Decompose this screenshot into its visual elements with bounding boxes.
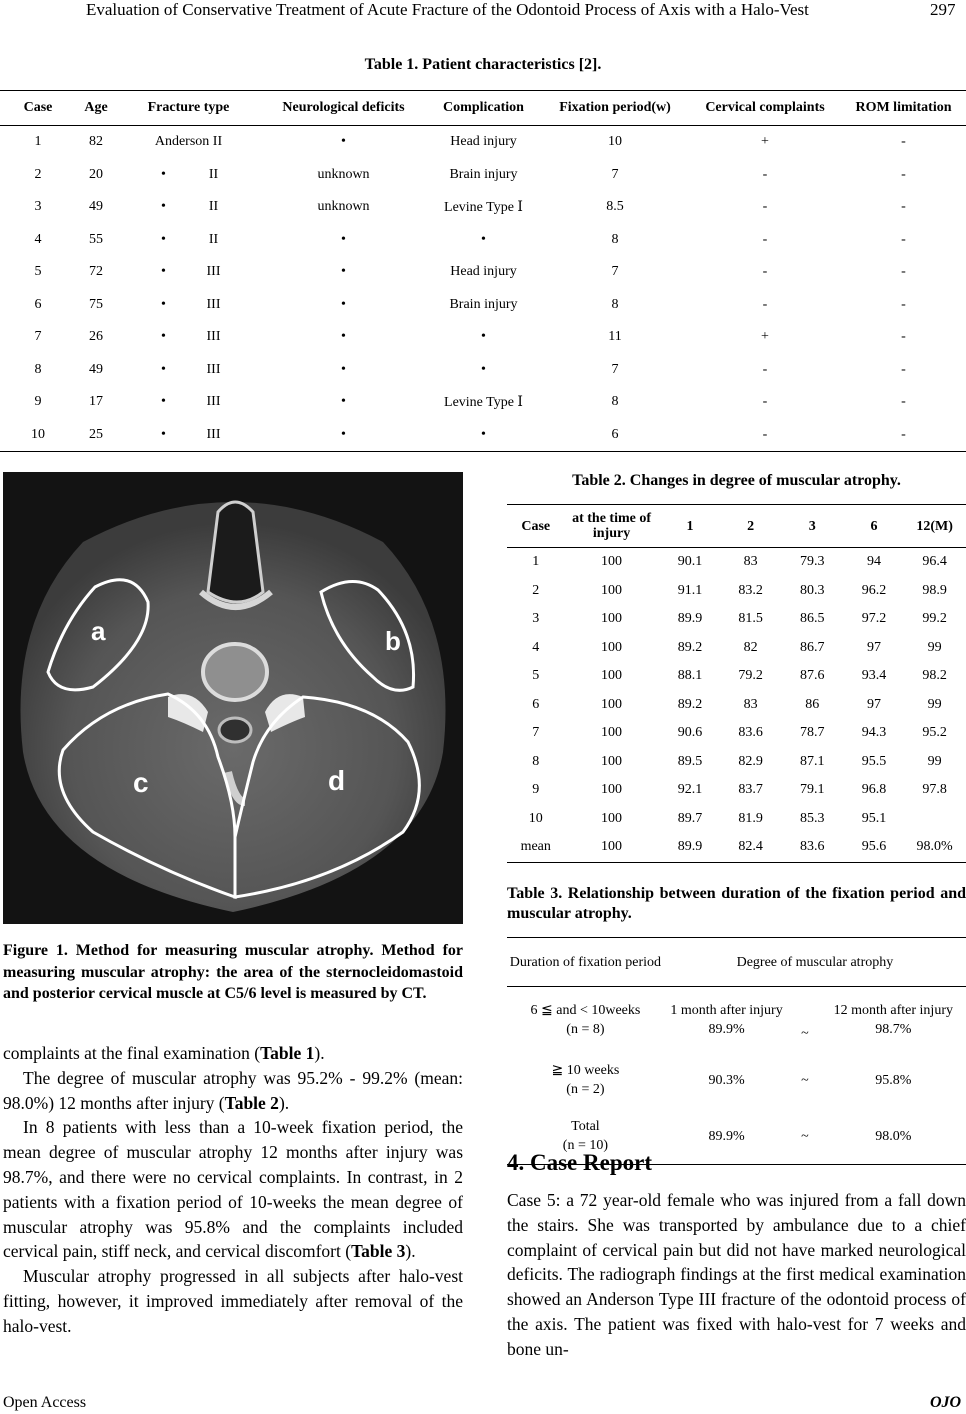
table-cell: -	[762, 264, 768, 280]
table-cell	[116, 191, 261, 224]
table-row	[507, 1052, 966, 1108]
table-cell: 80.3	[800, 582, 825, 598]
table-cell: 17	[89, 394, 103, 410]
table-cell: 49	[89, 199, 103, 215]
table-row	[0, 159, 966, 192]
table-cell: -	[762, 231, 768, 247]
table2-header-row	[507, 505, 966, 548]
value: 89.9%	[708, 1021, 745, 1037]
text-span: ).	[278, 1092, 290, 1113]
table-row	[0, 256, 966, 289]
table-cell: -	[762, 199, 768, 215]
table2-col-header: Case	[507, 505, 565, 548]
table-row	[507, 662, 966, 691]
table-cell: 86	[805, 696, 820, 712]
fracture-grade: II	[208, 166, 219, 182]
section-text: Case 5: a 72 year-old female who was injured from a fall down the stairs. She was transported by ambulance due to a chief complaint of cervical pain but did not have marked neurological deficits. The radiograph findings at the first medical examination showed an Anderson Type III fracture of the odontoid process of the axis. The patient was fixed with halo-vest for 7 weeks and bone un-	[507, 1190, 966, 1359]
table-cell: 93.4	[861, 668, 887, 684]
table-cell: 79.2	[738, 668, 763, 684]
table-row	[0, 289, 966, 322]
table-cell: 100	[565, 833, 659, 862]
table-cell: -	[901, 394, 906, 410]
table-cell: 3	[34, 199, 42, 215]
time-label: 12 month after injury	[833, 1002, 953, 1018]
table-cell: 6	[541, 419, 689, 452]
running-title: Evaluation of Conservative Treatment of Acute Fracture of the Odontoid Process of Axis with a Halo-Vest	[86, 0, 809, 19]
table-cell	[116, 386, 261, 419]
bullet: •	[161, 394, 166, 410]
table1-caption: Table 1. Patient characteristics [2].	[364, 56, 602, 73]
fracture-grade: III	[206, 296, 221, 312]
table-row	[0, 419, 966, 452]
table-cell: Levine Type Ⅰ	[444, 394, 523, 410]
table-row	[507, 634, 966, 663]
table-cell	[664, 987, 789, 1053]
duration-label: Total	[571, 1119, 600, 1134]
table-cell: 6	[532, 696, 540, 712]
muscle-label-d: d	[328, 765, 346, 796]
table2-col-header: at the time of injury	[565, 505, 659, 548]
table-row	[0, 386, 966, 419]
table-cell	[116, 354, 261, 387]
table-cell: 75	[89, 296, 103, 312]
table1-col-header: Neurological deficits	[261, 91, 426, 126]
table-cell	[507, 987, 664, 1053]
footer-journal: OJO	[930, 1394, 962, 1411]
table-cell: 83	[743, 696, 758, 712]
table-cell	[116, 289, 261, 322]
bullet: •	[161, 329, 166, 345]
table-cell: -	[762, 394, 768, 410]
bullet: •	[161, 231, 166, 247]
table-ref: Table 2	[224, 1092, 279, 1113]
table-cell: -	[762, 361, 768, 377]
table-cell: 97	[866, 696, 881, 712]
ct-scan-drawing	[3, 472, 463, 924]
text-span: ).	[405, 1241, 416, 1262]
table-cell: 49	[89, 361, 103, 377]
fracture-grade: III	[206, 426, 221, 442]
table-cell	[116, 321, 261, 354]
table-cell: 4	[34, 231, 42, 247]
page-number: 297	[930, 0, 956, 19]
table-cell	[116, 224, 261, 257]
table1-header-row	[0, 91, 966, 126]
table-cell: 5	[532, 668, 540, 684]
table-cell: ~	[789, 1108, 820, 1165]
table-cell: -	[901, 361, 906, 377]
table1-col-header: ROM limitation	[841, 91, 966, 126]
bullet: •	[161, 199, 166, 215]
table-row	[507, 719, 966, 748]
table2-col-header: 2	[721, 505, 780, 548]
table-cell: 4	[532, 639, 540, 655]
table-cell: 82	[89, 134, 103, 150]
table-cell: 97.8	[922, 782, 947, 798]
table3-col-header: Duration of fixation period	[507, 938, 664, 987]
table-cell: 99	[927, 696, 942, 712]
table-cell: 83	[743, 554, 758, 570]
table-row	[0, 321, 966, 354]
muscle-label-a: a	[91, 616, 106, 646]
table-cell: 7	[532, 725, 540, 741]
table-cell: 100	[601, 782, 623, 798]
bullet: •	[161, 426, 166, 442]
table-row	[507, 748, 966, 777]
table-row	[0, 126, 966, 159]
value: 98.7%	[875, 1021, 912, 1037]
table-cell: +	[761, 329, 769, 345]
footer-open-access: Open Access	[3, 1394, 87, 1411]
table-cell: 72	[89, 264, 103, 280]
table-cell: 100	[601, 810, 623, 826]
table-cell: ~	[801, 1072, 809, 1088]
table-cell: -	[901, 134, 906, 150]
table-row	[507, 548, 966, 577]
table-cell: 7	[611, 264, 619, 280]
table-cell: 2	[34, 166, 42, 182]
table-cell: 81.5	[738, 611, 763, 627]
table-cell: 100	[601, 725, 623, 741]
table-row	[0, 191, 966, 224]
table-cell: 87.1	[800, 753, 825, 769]
paragraph	[3, 1115, 463, 1264]
table2	[507, 504, 966, 863]
table-cell: 1	[34, 134, 42, 150]
paragraph: Muscular atrophy progressed in all subjects after halo-vest fitting, however, it improved immediately after removal of the halo-vest.	[3, 1266, 463, 1336]
table-cell: 95.6	[845, 833, 904, 862]
table-cell: -	[901, 199, 906, 215]
table-cell: 90.6	[677, 725, 703, 741]
table-cell: 91.1	[677, 582, 703, 598]
table-cell: 8	[611, 231, 619, 247]
table-cell: 7	[611, 361, 619, 377]
table1-col-header: Age	[76, 91, 116, 126]
table-cell: -	[762, 296, 768, 312]
table-cell: •	[261, 419, 426, 452]
table1-col-header: Case	[0, 91, 76, 126]
n-label: (n = 8)	[566, 1021, 605, 1037]
table-cell: 89.2	[677, 639, 703, 655]
table-cell: 89.9%	[664, 1108, 789, 1165]
table-cell: 25	[76, 419, 116, 452]
table-cell: •	[341, 134, 346, 150]
duration-label: 6 ≦ and < 10weeks	[530, 1002, 641, 1018]
table-cell: 100	[601, 696, 623, 712]
table-cell: 100	[601, 753, 623, 769]
table-cell: 100	[601, 611, 623, 627]
table-cell: 95.1	[861, 810, 887, 826]
table-cell: 5	[34, 264, 42, 280]
table-cell: •	[481, 329, 486, 345]
table-cell: 88.1	[677, 668, 703, 684]
time-label: 1 month after injury	[670, 1002, 783, 1018]
bullet: •	[161, 296, 166, 312]
table-cell: 87.6	[800, 668, 825, 684]
table-cell: 2	[532, 582, 540, 598]
table-cell	[116, 159, 261, 192]
paragraph	[3, 1041, 463, 1066]
table-cell: 55	[89, 231, 103, 247]
table-cell: •	[481, 361, 486, 377]
table-cell: 90.1	[677, 554, 703, 570]
table-row	[507, 805, 966, 834]
table2-col-header: 1	[659, 505, 722, 548]
table3	[507, 937, 966, 1165]
bullet: •	[161, 166, 166, 182]
table-cell: 78.7	[800, 725, 825, 741]
table-cell	[116, 256, 261, 289]
table-cell: Anderson II	[154, 134, 223, 150]
table-ref: Table 3	[351, 1241, 406, 1262]
table-cell: 89.7	[677, 810, 703, 826]
table-cell: 20	[89, 166, 103, 182]
table-cell: 3	[532, 611, 540, 627]
table-cell	[821, 987, 966, 1053]
table-cell: •	[341, 264, 346, 280]
table-row	[507, 691, 966, 720]
fracture-grade: II	[208, 199, 219, 215]
table-cell: -	[901, 166, 906, 182]
table-cell: 7	[611, 166, 619, 182]
fracture-grade: III	[206, 361, 221, 377]
table-cell: •	[426, 419, 541, 452]
table-cell: 83.6	[738, 725, 763, 741]
table2-col-header: 12(M)	[903, 505, 966, 548]
table2-col-header: 3	[780, 505, 845, 548]
table-cell: 95.2	[922, 725, 947, 741]
table-cell: 94.3	[861, 725, 887, 741]
table-cell: Head injury	[450, 264, 517, 280]
table-cell: 89.2	[677, 696, 703, 712]
table-cell: 98.0%	[903, 833, 966, 862]
table-cell: 81.9	[738, 810, 763, 826]
table-cell: unknown	[317, 199, 370, 215]
table-cell: 99	[927, 639, 942, 655]
table-cell: 98.0%	[821, 1108, 966, 1165]
table-cell: 100	[601, 639, 623, 655]
table-cell: ~	[801, 1026, 809, 1041]
table-row	[0, 224, 966, 257]
table-cell	[903, 805, 966, 834]
muscle-label-c: c	[133, 767, 149, 798]
n-label: (n = 2)	[566, 1082, 605, 1097]
table-cell: 82	[743, 639, 758, 655]
table-cell: -	[841, 419, 966, 452]
table-cell: 98.9	[922, 582, 947, 598]
table-cell: Head injury	[450, 134, 517, 150]
table-cell: 1	[532, 554, 540, 570]
table-cell: 8	[532, 753, 540, 769]
table-cell: 97.2	[861, 611, 887, 627]
table-row	[507, 987, 966, 1053]
table-cell: 86.5	[800, 611, 825, 627]
section-heading: 4. Case Report	[507, 1150, 652, 1175]
table-cell: Brain injury	[449, 296, 518, 312]
fracture-grade: III	[206, 329, 221, 345]
table-cell: 92.1	[677, 782, 703, 798]
table-cell: 94	[866, 554, 881, 570]
table-cell: 99.2	[922, 611, 947, 627]
table-cell: 8.5	[606, 199, 624, 215]
table-cell: 99	[927, 753, 942, 769]
table-cell: +	[761, 134, 769, 150]
table-ref: Table 1	[260, 1043, 315, 1063]
table-cell: 9	[34, 394, 42, 410]
fracture-grade: III	[206, 394, 221, 410]
table1-col-header: Cervical complaints	[689, 91, 841, 126]
table-cell: 83.2	[738, 582, 763, 598]
table-cell: •	[341, 296, 346, 312]
table-cell: 8	[611, 296, 619, 312]
table-cell: 90.3%	[708, 1072, 745, 1088]
table-cell: mean	[507, 833, 565, 862]
table-cell: Levine Type Ⅰ	[444, 199, 523, 215]
table-row	[507, 577, 966, 606]
text-span: ).	[314, 1043, 325, 1063]
table-cell: 96.8	[861, 782, 887, 798]
table-cell: 100	[601, 554, 623, 570]
table3-caption: Table 3. Relationship between duration of the fixation period and muscular atrophy.	[507, 885, 966, 922]
table-cell: 82.4	[721, 833, 780, 862]
table-cell: 100	[601, 582, 623, 598]
table-cell: 85.3	[800, 810, 825, 826]
table-cell	[507, 1052, 664, 1108]
table-cell: 83.7	[738, 782, 763, 798]
table-cell: •	[341, 231, 346, 247]
table1-col-header: Fixation period(w)	[541, 91, 689, 126]
duration-label: ≧ 10 weeks	[551, 1063, 620, 1078]
table1-col-header: Fracture type	[116, 91, 261, 126]
table-cell: 100	[601, 668, 623, 684]
text-span: complaints at the final examination (	[3, 1043, 261, 1063]
table-cell: -	[901, 264, 906, 280]
table2-col-header: 6	[845, 505, 904, 548]
table-cell: -	[901, 296, 906, 312]
table3-col-header: Degree of muscular atrophy	[664, 938, 966, 987]
table-cell: 6	[34, 296, 42, 312]
table1	[0, 90, 966, 452]
table-cell: 95.5	[861, 753, 887, 769]
table3-header-row	[507, 938, 966, 987]
table-row	[507, 833, 966, 862]
table-cell: 82.9	[738, 753, 763, 769]
table-cell: -	[901, 231, 906, 247]
table-row	[507, 776, 966, 805]
fracture-grade: III	[206, 264, 221, 280]
table-cell: •	[341, 329, 346, 345]
table-row	[507, 605, 966, 634]
table-cell: 96.2	[861, 582, 887, 598]
table1-col-header: Complication	[426, 91, 541, 126]
table-cell: 96.4	[922, 554, 947, 570]
running-header	[0, 0, 966, 30]
table-cell: 86.7	[800, 639, 825, 655]
table-cell: 95.8%	[875, 1072, 912, 1088]
table-cell: 79.3	[800, 554, 825, 570]
text-span: In 8 patients with less than a 10-week fixation period, the mean degree of muscular atrophy 12 months after injury was 98.7%, and there were no cervical complaints. In contrast, in 2 patients with a fixation period of 10-weeks the mean degree of muscular atrophy was 95.8% and the complaints included cervical pain, stiff neck, and cervical discomfort (	[3, 1117, 463, 1262]
table-cell: Brain injury	[449, 166, 518, 182]
paragraph	[3, 1066, 463, 1116]
fracture-grade: II	[208, 231, 219, 247]
table-cell	[116, 419, 261, 452]
table-cell: 8	[611, 394, 619, 410]
bullet: •	[161, 264, 166, 280]
table-cell: -	[762, 166, 768, 182]
table-cell: •	[341, 394, 346, 410]
table-cell: 7	[34, 329, 42, 345]
left-column-text	[3, 1041, 463, 1339]
table-cell: •	[481, 231, 486, 247]
table-cell: 89.9	[659, 833, 722, 862]
table-cell: 10	[608, 134, 622, 150]
table-cell: 97	[866, 639, 881, 655]
table-cell: -	[901, 329, 906, 345]
figure1-caption: Figure 1. Method for measuring muscular atrophy. Method for measuring muscular atrophy: the area of the sternocleidomastoid and posterior cervical muscle at C5/6 level is measured by CT.	[3, 942, 463, 1002]
table-cell: 10	[528, 810, 543, 826]
table-cell: 8	[34, 361, 42, 377]
table-row	[0, 354, 966, 387]
table-cell: 9	[532, 782, 540, 798]
table-cell: unknown	[317, 166, 370, 182]
muscle-label-b: b	[385, 626, 401, 656]
table-cell: 79.1	[800, 782, 825, 798]
table-cell: 11	[608, 329, 622, 345]
table-cell: 89.9	[677, 611, 703, 627]
bullet: •	[161, 361, 166, 377]
ct-scan-image	[3, 472, 463, 924]
text-span: The degree of muscular atrophy was 95.2% - 99.2% (mean: 98.0%) 12 months after injury (	[3, 1067, 463, 1113]
table-cell: -	[689, 419, 841, 452]
table-cell: 98.2	[922, 668, 947, 684]
n-label: (n = 10)	[562, 1138, 609, 1153]
table-cell: •	[341, 361, 346, 377]
table-cell: 83.6	[780, 833, 845, 862]
table2-caption: Table 2. Changes in degree of muscular atrophy.	[572, 472, 901, 489]
table-cell: 26	[89, 329, 103, 345]
table-cell: 89.5	[677, 753, 703, 769]
table-cell: 10	[0, 419, 76, 452]
